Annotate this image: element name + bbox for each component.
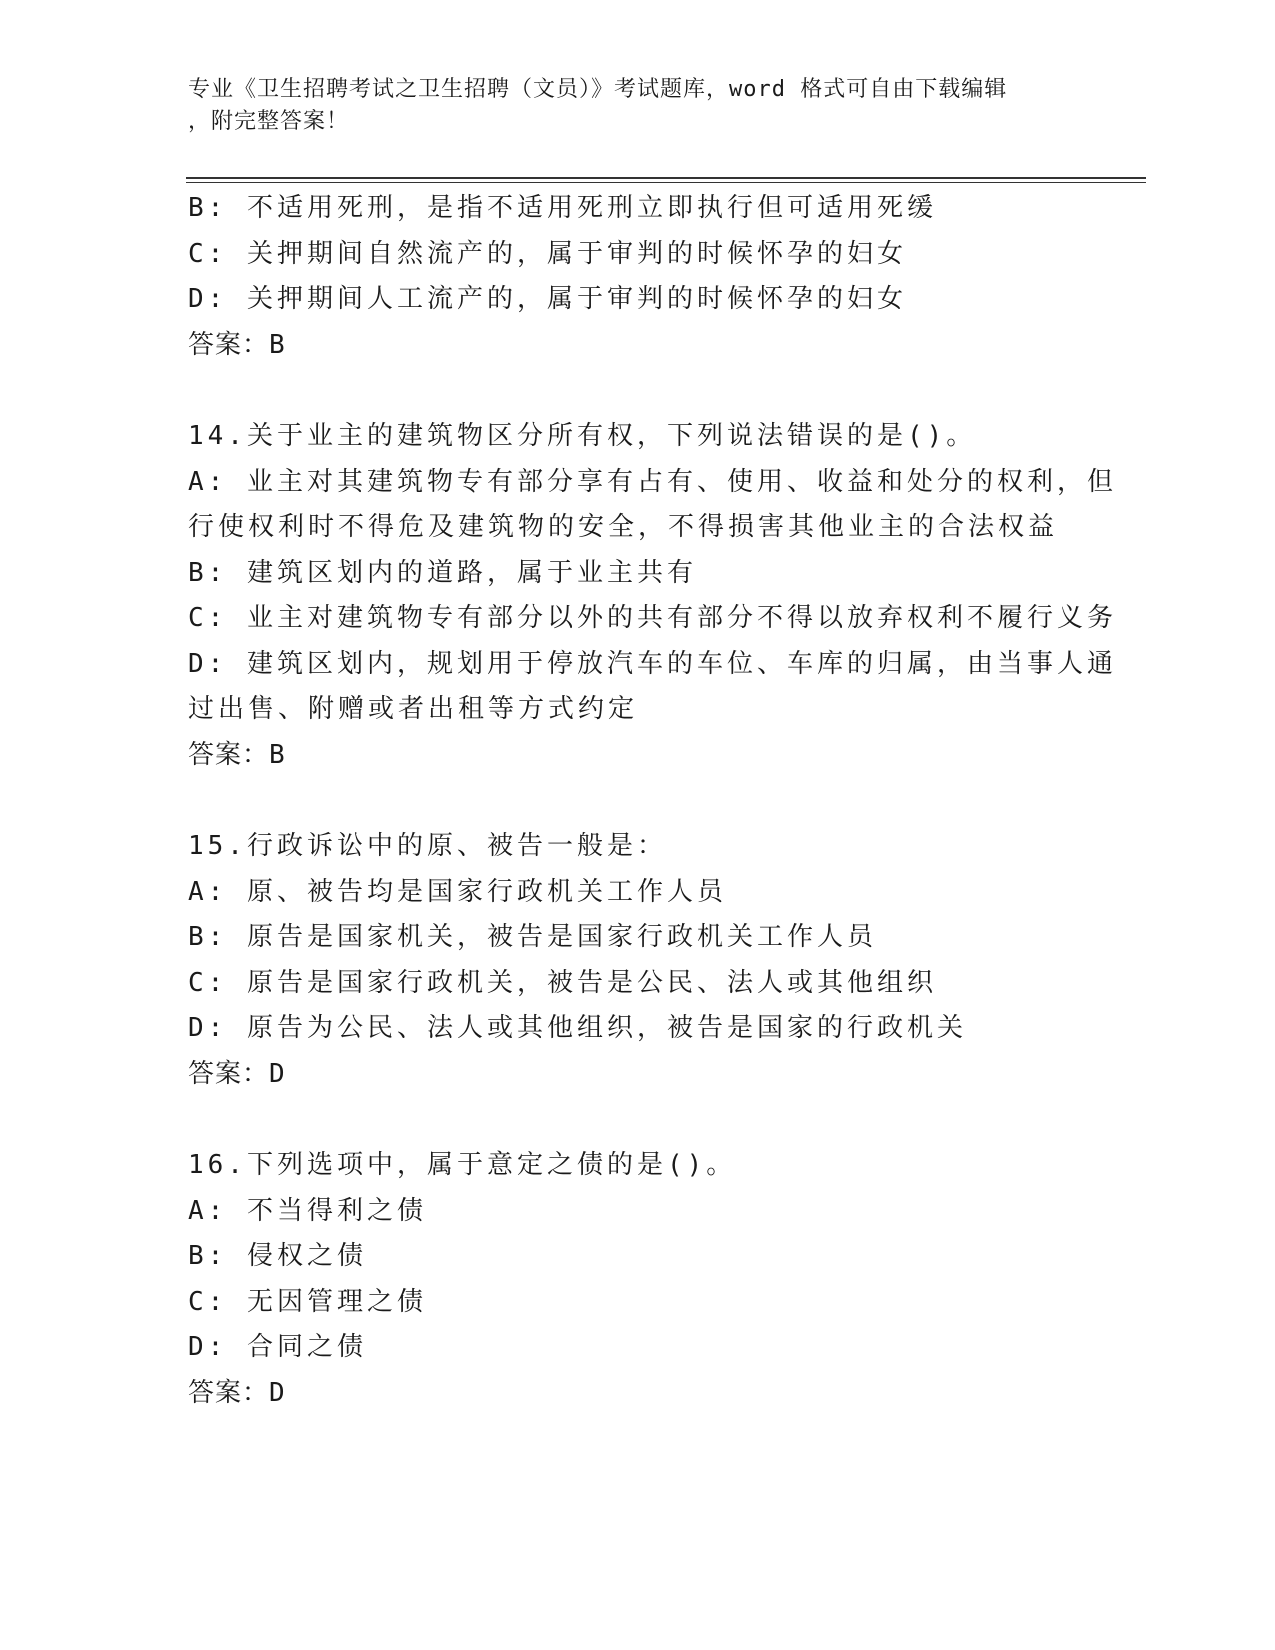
spacer	[188, 368, 1088, 414]
answer-label: 答案：	[188, 329, 270, 360]
option-a-continued: 行使权利时不得危及建筑物的安全，不得损害其他业主的合法权益	[188, 512, 1059, 542]
answer-label: 答案：	[188, 1377, 270, 1408]
header-divider	[186, 177, 1146, 183]
question-stem: 14.关于业主的建筑物区分所有权，下列说法错误的是()。	[188, 421, 977, 451]
document-header	[188, 74, 1068, 138]
answer-label: 答案：	[188, 739, 270, 770]
answer-line	[188, 733, 1088, 779]
option-c: C: 原告是国家行政机关，被告是公民、法人或其他组织	[188, 967, 937, 998]
answer-line	[188, 323, 1088, 369]
answer-line	[188, 1371, 1088, 1417]
header-line-2: ，附完整答案！	[188, 109, 350, 134]
option-d-continued: 过出售、附赠或者出租等方式约定	[188, 694, 639, 724]
option-a: A: 不当得利之债	[188, 1195, 427, 1226]
answer-label: 答案：	[188, 1058, 270, 1089]
option-a: A: 业主对其建筑物专有部分享有占有、使用、收益和处分的权利，但	[188, 466, 1117, 497]
answer-line	[188, 1052, 1088, 1098]
question-stem: 16.下列选项中，属于意定之债的是()。	[188, 1150, 737, 1180]
option-b: B: 建筑区划内的道路，属于业主共有	[188, 557, 697, 588]
question-list	[188, 186, 1117, 1416]
option-b: B: 原告是国家机关，被告是国家行政机关工作人员	[188, 922, 877, 952]
option-a: A: 原、被告均是国家行政机关工作人员	[188, 876, 727, 907]
header-line-1: 专业《卫生招聘考试之卫生招聘（文员）》考试题库，word 格式可自由下载编辑	[188, 77, 1008, 102]
option-d: D: 合同之债	[188, 1332, 367, 1362]
option-d: D: 建筑区划内，规划用于停放汽车的车位、车库的归属，由当事人通	[188, 648, 1117, 679]
option-c: C: 无因管理之债	[188, 1286, 427, 1317]
option-c: C: 业主对建筑物专有部分以外的共有部分不得以放弃权利不履行义务	[188, 603, 1117, 633]
option-c: C: 关押期间自然流产的，属于审判的时候怀孕的妇女	[188, 238, 907, 269]
question-14	[188, 414, 1117, 778]
option-b: B: 侵权之债	[188, 1241, 367, 1271]
question-stem: 15.行政诉讼中的原、被告一般是：	[188, 831, 667, 861]
question-16	[188, 1143, 1088, 1416]
option-b: B: 不适用死刑，是指不适用死刑立即执行但可适用死缓	[188, 193, 937, 223]
answer-value: D	[269, 1058, 286, 1089]
spacer	[188, 1097, 1088, 1143]
option-d: D: 关押期间人工流产的，属于审判的时候怀孕的妇女	[188, 284, 907, 314]
question-15	[188, 824, 1088, 1097]
answer-value: D	[269, 1377, 286, 1408]
answer-value: B	[269, 739, 286, 770]
answer-value: B	[269, 329, 286, 360]
spacer	[188, 778, 1088, 824]
option-d: D: 原告为公民、法人或其他组织，被告是国家的行政机关	[188, 1013, 967, 1043]
question-13-continuation	[188, 186, 1088, 368]
